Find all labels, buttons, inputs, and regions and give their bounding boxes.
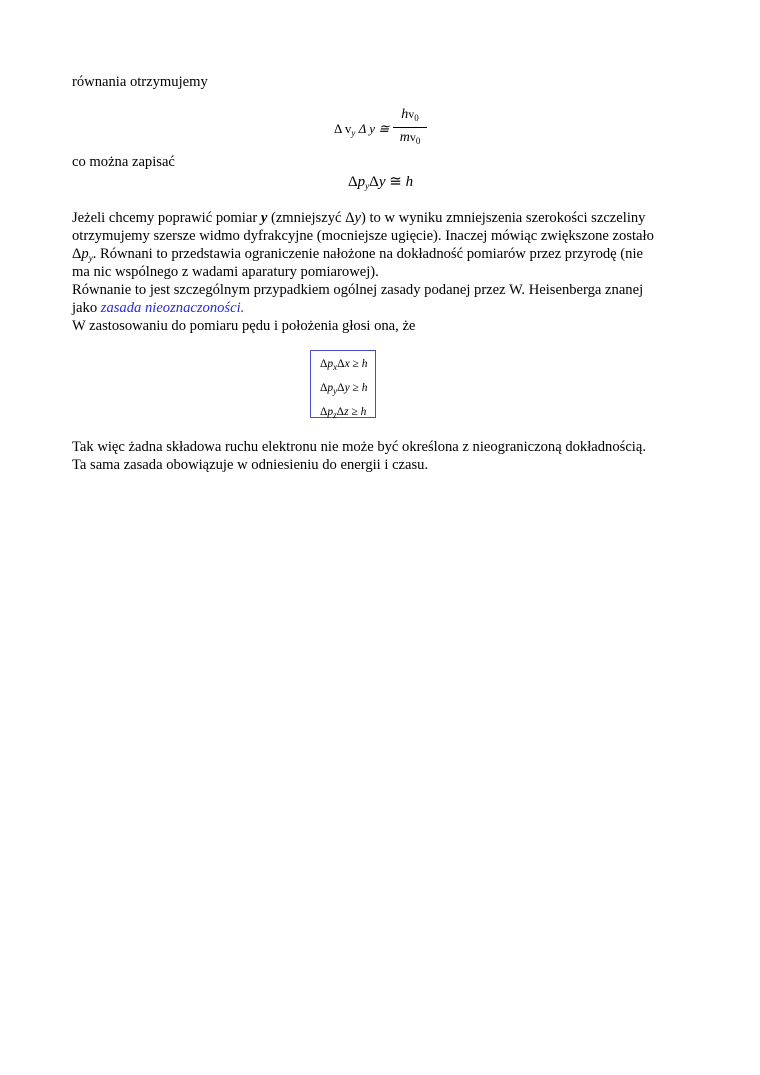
var-h: h xyxy=(361,358,368,370)
delta: Δ xyxy=(320,406,328,418)
formula-subscript: y xyxy=(351,128,356,138)
subscript: y xyxy=(333,386,338,396)
text-span: . Równani to przedstawia ograniczenie nałożone na dokładność pomiarów przez przyrodę (nie xyxy=(92,246,643,262)
relation-row-y xyxy=(320,378,375,402)
relation-row-z xyxy=(320,402,375,426)
var: y xyxy=(344,382,350,394)
formula-y: y xyxy=(378,174,386,190)
formula-delta-p-delta-y xyxy=(348,172,413,191)
var-h: h xyxy=(360,406,367,418)
var-p: p xyxy=(327,406,334,418)
paragraph-4-line-1: Tak więc żadna składowa ruchu elektronu nie może być określona z nieograniczoną dokładnością. xyxy=(72,439,646,455)
formula-subscript: y xyxy=(365,181,370,191)
formula-p: p xyxy=(357,174,366,190)
subscript: z xyxy=(333,410,337,420)
relation: ≥ xyxy=(349,382,362,394)
paragraph-3: W zastosowaniu do pomiaru pędu i położenia głosi ona, że xyxy=(72,318,416,334)
num-sub: 0 xyxy=(414,113,419,123)
text-span: (zmniejszyć Δ xyxy=(267,210,355,226)
relation-row-x xyxy=(320,354,375,378)
delta: Δ xyxy=(337,382,345,394)
text-line-co-mozna: co można zapisać xyxy=(72,154,175,170)
uncertainty-principle-link[interactable]: zasada nieoznaczoności xyxy=(100,300,241,316)
fraction-bar xyxy=(393,127,427,128)
heisenberg-relations-box xyxy=(310,350,376,418)
formula-delta: Δ xyxy=(348,174,358,190)
paragraph-1-line-4: ma nic wspólnego z wadami aparatury pomiarowej). xyxy=(72,264,379,280)
fraction-denominator xyxy=(393,130,427,146)
text-span: . xyxy=(240,300,245,316)
paragraph-1-line-1 xyxy=(72,209,645,227)
text-var-y: y xyxy=(260,210,268,226)
text-span: jako xyxy=(72,300,101,316)
text-span: Δ xyxy=(72,246,82,262)
formula-term: Δ y ≅ xyxy=(358,121,390,136)
formula-fraction xyxy=(393,107,427,146)
var: z xyxy=(344,406,349,418)
var: x xyxy=(344,358,350,370)
den-m: m xyxy=(399,130,410,145)
den-v: v xyxy=(409,130,416,144)
formula-relation: ≅ xyxy=(385,174,406,190)
text-line-intro: równania otrzymujemy xyxy=(72,74,208,90)
paragraph-4-line-2: Ta sama zasada obowiązuje w odniesieniu do energii i czasu. xyxy=(72,457,429,473)
text-var-y: y xyxy=(354,210,361,226)
var-p: p xyxy=(327,358,334,370)
fraction-numerator xyxy=(393,107,427,126)
paragraph-1-line-2: otrzymujemy szersze widmo dyfrakcyjne (mocniejsze ugięcie). Inaczej mówiąc zwiększone zostało xyxy=(72,228,654,244)
formula-delta-v-delta-y xyxy=(334,121,389,138)
text-subscript: y xyxy=(88,253,93,263)
delta: Δ xyxy=(320,382,328,394)
formula-delta: Δ xyxy=(369,174,379,190)
delta: Δ xyxy=(320,358,328,370)
paragraph-2-line-1: Równanie to jest szczególnym przypadkiem ogólnej zasady podanej przez W. Heisenberga znanej xyxy=(72,282,644,298)
text-span: Jeżeli chcemy poprawić pomiar xyxy=(72,210,261,226)
delta: Δ xyxy=(336,406,345,418)
subscript: x xyxy=(333,362,338,372)
var-h: h xyxy=(361,382,368,394)
den-sub: 0 xyxy=(415,136,421,146)
text-span: ) to w wyniku zmniejszenia szerokości szczeliny xyxy=(360,210,646,226)
relation: ≥ xyxy=(348,406,361,418)
delta: Δ xyxy=(337,358,345,370)
relation: ≥ xyxy=(349,358,362,370)
var-p: p xyxy=(327,382,334,394)
paragraph-2-line-2 xyxy=(72,299,244,317)
text-var-p: p xyxy=(81,246,89,262)
num-v: v xyxy=(408,107,415,121)
formula-h: h xyxy=(405,174,414,190)
num-h: h xyxy=(401,107,409,122)
formula-term: Δ v xyxy=(334,121,352,136)
